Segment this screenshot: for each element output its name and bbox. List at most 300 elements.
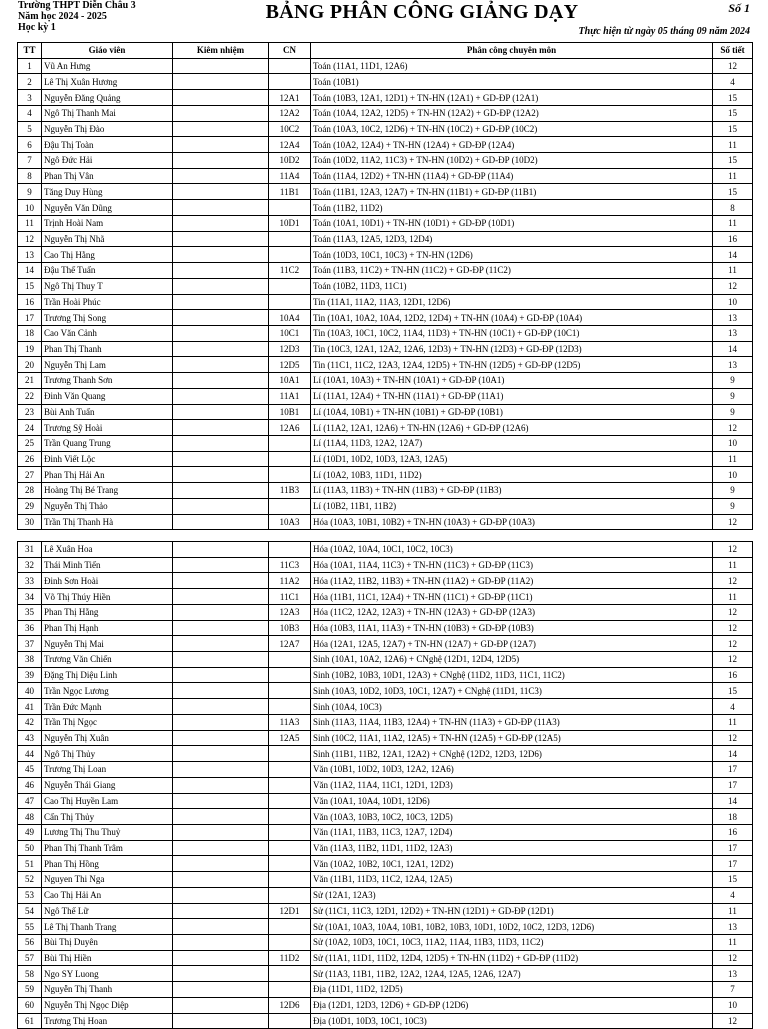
period-count-cell: 12 <box>713 1013 753 1029</box>
concurrent-role-cell <box>173 856 269 872</box>
period-count-cell: 15 <box>713 105 753 121</box>
table-row <box>18 231 753 247</box>
subject-assignment-cell: Toán (10A1, 10D1) + TN-HN (10D1) + GD-ĐP (10D1) <box>311 215 713 231</box>
row-number-cell: 1 <box>18 58 42 74</box>
homeroom-class-cell: 10C2 <box>269 121 311 137</box>
teacher-name-cell: Lê Thị Xuân Hương <box>42 74 173 90</box>
concurrent-role-cell <box>173 247 269 263</box>
teacher-name-cell: Nguyễn Đăng Quảng <box>42 90 173 106</box>
subject-assignment-cell: Sinh (10A4, 10C3) <box>311 699 713 715</box>
subject-assignment-cell: Sinh (10C2, 11A1, 11A2, 12A5) + TN-HN (12A5) + GD-ĐP (12A5) <box>311 730 713 746</box>
homeroom-class-cell <box>269 762 311 778</box>
assignment-table-part-1 <box>17 42 753 530</box>
subject-assignment-cell: Sử (10A1, 10A3, 10A4, 10B1, 10B2, 10B3, 10D1, 10D2, 10C2, 12D3, 12D6) <box>311 919 713 935</box>
subject-assignment-cell: Văn (10B1, 10D2, 10D3, 12A2, 12A6) <box>311 762 713 778</box>
homeroom-class-cell: 11A3 <box>269 714 311 730</box>
column-header-concurrent: Kiêm nhiệm <box>173 43 269 59</box>
homeroom-class-cell <box>269 699 311 715</box>
row-number-cell: 20 <box>18 357 42 373</box>
concurrent-role-cell <box>173 58 269 74</box>
teacher-name-cell: Trương Thị Song <box>42 310 173 326</box>
concurrent-role-cell <box>173 730 269 746</box>
teacher-name-cell: Trương Thanh Sơn <box>42 373 173 389</box>
subject-assignment-cell: Toán (10D3, 10C1, 10C3) + TN-HN (12D6) <box>311 247 713 263</box>
row-number-cell: 16 <box>18 294 42 310</box>
period-count-cell: 9 <box>713 404 753 420</box>
period-count-cell: 17 <box>713 762 753 778</box>
period-count-cell: 12 <box>713 58 753 74</box>
subject-assignment-cell: Lí (11A1, 12A4) + TN-HN (11A1) + GD-ĐP (11A1) <box>311 388 713 404</box>
teacher-name-cell: Trịnh Hoài Nam <box>42 215 173 231</box>
homeroom-class-cell <box>269 919 311 935</box>
homeroom-class-cell <box>269 652 311 668</box>
homeroom-class-cell <box>269 74 311 90</box>
concurrent-role-cell <box>173 74 269 90</box>
homeroom-class-cell: 10B1 <box>269 404 311 420</box>
concurrent-role-cell <box>173 746 269 762</box>
concurrent-role-cell <box>173 667 269 683</box>
concurrent-role-cell <box>173 604 269 620</box>
row-number-cell: 49 <box>18 824 42 840</box>
teacher-name-cell: Nguyễn Văn Dũng <box>42 200 173 216</box>
homeroom-class-cell <box>269 840 311 856</box>
column-header-tt: TT <box>18 43 42 59</box>
document-title: BẢNG PHÂN CÔNG GIẢNG DẠY <box>265 1 579 23</box>
column-header-assignment: Phân công chuyên môn <box>311 43 713 59</box>
homeroom-class-cell <box>269 887 311 903</box>
teacher-name-cell: Trương Thị Loan <box>42 762 173 778</box>
teacher-name-cell: Ngô Đức Hải <box>42 153 173 169</box>
homeroom-class-cell: 11C2 <box>269 263 311 279</box>
subject-assignment-cell: Lí (11A3, 11B3) + TN-HN (11B3) + GD-ĐP (11B3) <box>311 483 713 499</box>
period-count-cell: 4 <box>713 74 753 90</box>
homeroom-class-cell <box>269 934 311 950</box>
row-number-cell: 2 <box>18 74 42 90</box>
row-number-cell: 53 <box>18 887 42 903</box>
teacher-name-cell: Cao Thị Hải An <box>42 887 173 903</box>
row-number-cell: 33 <box>18 573 42 589</box>
homeroom-class-cell: 12A3 <box>269 604 311 620</box>
teacher-name-cell: Phan Thị Hải An <box>42 467 173 483</box>
subject-assignment-cell: Toán (11B3, 11C2) + TN-HN (11C2) + GD-ĐP (11C2) <box>311 263 713 279</box>
table-row <box>18 168 753 184</box>
teacher-name-cell: Trương Sỹ Hoài <box>42 420 173 436</box>
document-number: Số 1 <box>728 1 750 15</box>
teacher-name-cell: Đinh Sơn Hoài <box>42 573 173 589</box>
concurrent-role-cell <box>173 514 269 530</box>
teacher-name-cell: Đinh Văn Quang <box>42 388 173 404</box>
period-count-cell: 11 <box>713 557 753 573</box>
row-number-cell: 6 <box>18 137 42 153</box>
homeroom-class-cell: 11C1 <box>269 589 311 605</box>
table-row <box>18 620 753 636</box>
homeroom-class-cell: 11D2 <box>269 950 311 966</box>
concurrent-role-cell <box>173 762 269 778</box>
subject-assignment-cell: Lí (10B2, 11B1, 11B2) <box>311 498 713 514</box>
period-count-cell: 14 <box>713 341 753 357</box>
subject-assignment-cell: Tin (10C3, 12A1, 12A2, 12A6, 12D3) + TN-HN (12D3) + GD-ĐP (12D3) <box>311 341 713 357</box>
subject-assignment-cell: Tin (10A3, 10C1, 10C2, 11A4, 11D3) + TN-HN (10C1) + GD-ĐP (10C1) <box>311 325 713 341</box>
period-count-cell: 12 <box>713 620 753 636</box>
concurrent-role-cell <box>173 278 269 294</box>
table-row <box>18 856 753 872</box>
teacher-name-cell: Trương Văn Chiến <box>42 652 173 668</box>
period-count-cell: 11 <box>713 215 753 231</box>
table-row <box>18 652 753 668</box>
teacher-name-cell: Trần Quang Trung <box>42 435 173 451</box>
teacher-name-cell: Cao Văn Cảnh <box>42 325 173 341</box>
table-row <box>18 762 753 778</box>
teacher-name-cell: Đậu Thế Tuấn <box>42 263 173 279</box>
subject-assignment-cell: Địa (11D1, 11D2, 12D5) <box>311 982 713 998</box>
concurrent-role-cell <box>173 557 269 573</box>
table-row <box>18 840 753 856</box>
teacher-name-cell: Nguyễn Thái Giang <box>42 777 173 793</box>
concurrent-role-cell <box>173 498 269 514</box>
subject-assignment-cell: Văn (11B1, 11D3, 11C2, 12A4, 12A5) <box>311 872 713 888</box>
concurrent-role-cell <box>173 809 269 825</box>
row-number-cell: 31 <box>18 542 42 558</box>
column-header-homeroom: CN <box>269 43 311 59</box>
subject-assignment-cell: Hóa (11B1, 11C1, 12A4) + TN-HN (11C1) + GD-ĐP (11C1) <box>311 589 713 605</box>
row-number-cell: 5 <box>18 121 42 137</box>
row-number-cell: 9 <box>18 184 42 200</box>
table-row <box>18 557 753 573</box>
homeroom-class-cell <box>269 294 311 310</box>
period-count-cell: 11 <box>713 934 753 950</box>
table-row <box>18 777 753 793</box>
table-row <box>18 215 753 231</box>
concurrent-role-cell <box>173 636 269 652</box>
row-number-cell: 35 <box>18 604 42 620</box>
concurrent-role-cell <box>173 840 269 856</box>
row-number-cell: 45 <box>18 762 42 778</box>
table-row <box>18 388 753 404</box>
subject-assignment-cell: Toán (10A3, 10C2, 12D6) + TN-HN (10C2) + GD-ĐP (10C2) <box>311 121 713 137</box>
teacher-name-cell: Đinh Viết Lộc <box>42 451 173 467</box>
table-row <box>18 341 753 357</box>
teacher-name-cell: Nguyễn Thị Lam <box>42 357 173 373</box>
row-number-cell: 11 <box>18 215 42 231</box>
homeroom-class-cell: 11A1 <box>269 388 311 404</box>
teacher-name-cell: Trần Thị Thanh Hà <box>42 514 173 530</box>
concurrent-role-cell <box>173 137 269 153</box>
subject-assignment-cell: Tin (11C1, 11C2, 12A3, 12A4, 12D5) + TN-HN (12D5) + GD-ĐP (12D5) <box>311 357 713 373</box>
teacher-name-cell: Phan Thị Hạnh <box>42 620 173 636</box>
homeroom-class-cell <box>269 498 311 514</box>
period-count-cell: 10 <box>713 294 753 310</box>
homeroom-class-cell <box>269 856 311 872</box>
period-count-cell: 12 <box>713 420 753 436</box>
concurrent-role-cell <box>173 184 269 200</box>
period-count-cell: 9 <box>713 388 753 404</box>
concurrent-role-cell <box>173 215 269 231</box>
row-number-cell: 10 <box>18 200 42 216</box>
table-row <box>18 982 753 998</box>
table-row <box>18 90 753 106</box>
homeroom-class-cell <box>269 777 311 793</box>
homeroom-class-cell: 10A4 <box>269 310 311 326</box>
concurrent-role-cell <box>173 714 269 730</box>
row-number-cell: 28 <box>18 483 42 499</box>
subject-assignment-cell: Sử (11A1, 11D1, 11D2, 12D4, 12D5) + TN-HN (11D2) + GD-ĐP (11D2) <box>311 950 713 966</box>
period-count-cell: 13 <box>713 310 753 326</box>
row-number-cell: 22 <box>18 388 42 404</box>
row-number-cell: 21 <box>18 373 42 389</box>
teacher-name-cell: Cao Thị Hằng <box>42 247 173 263</box>
concurrent-role-cell <box>173 683 269 699</box>
column-header-periods: Số tiết <box>713 43 753 59</box>
concurrent-role-cell <box>173 153 269 169</box>
table-row <box>18 997 753 1013</box>
row-number-cell: 51 <box>18 856 42 872</box>
concurrent-role-cell <box>173 357 269 373</box>
teacher-name-cell: Ngô Thị Thuy T <box>42 278 173 294</box>
teacher-name-cell: Lê Xuân Hoa <box>42 542 173 558</box>
homeroom-class-cell <box>269 793 311 809</box>
period-count-cell: 11 <box>713 137 753 153</box>
period-count-cell: 17 <box>713 777 753 793</box>
concurrent-role-cell <box>173 982 269 998</box>
period-count-cell: 13 <box>713 919 753 935</box>
subject-assignment-cell: Toán (11A3, 12A5, 12D3, 12D4) <box>311 231 713 247</box>
row-number-cell: 48 <box>18 809 42 825</box>
homeroom-class-cell <box>269 467 311 483</box>
concurrent-role-cell <box>173 1013 269 1029</box>
concurrent-role-cell <box>173 793 269 809</box>
subject-assignment-cell: Hóa (10A1, 11A4, 11C3) + TN-HN (11C3) + GD-ĐP (11C3) <box>311 557 713 573</box>
row-number-cell: 8 <box>18 168 42 184</box>
row-number-cell: 3 <box>18 90 42 106</box>
period-count-cell: 11 <box>713 451 753 467</box>
period-count-cell: 12 <box>713 514 753 530</box>
concurrent-role-cell <box>173 420 269 436</box>
subject-assignment-cell: Sử (12A1, 12A3) <box>311 887 713 903</box>
period-count-cell: 4 <box>713 699 753 715</box>
concurrent-role-cell <box>173 263 269 279</box>
concurrent-role-cell <box>173 121 269 137</box>
period-count-cell: 16 <box>713 824 753 840</box>
teacher-name-cell: Trần Thị Ngọc <box>42 714 173 730</box>
concurrent-role-cell <box>173 589 269 605</box>
period-count-cell: 15 <box>713 90 753 106</box>
school-year: Năm học 2024 - 2025 <box>18 11 107 22</box>
concurrent-role-cell <box>173 872 269 888</box>
subject-assignment-cell: Văn (10A1, 10A4, 10D1, 12D6) <box>311 793 713 809</box>
homeroom-class-cell: 12A7 <box>269 636 311 652</box>
table-row <box>18 325 753 341</box>
concurrent-role-cell <box>173 542 269 558</box>
row-number-cell: 41 <box>18 699 42 715</box>
table-row <box>18 573 753 589</box>
table-row <box>18 137 753 153</box>
period-count-cell: 15 <box>713 683 753 699</box>
homeroom-class-cell: 12A1 <box>269 90 311 106</box>
table-row <box>18 604 753 620</box>
row-number-cell: 39 <box>18 667 42 683</box>
period-count-cell: 14 <box>713 247 753 263</box>
homeroom-class-cell: 11C3 <box>269 557 311 573</box>
concurrent-role-cell <box>173 373 269 389</box>
concurrent-role-cell <box>173 699 269 715</box>
homeroom-class-cell: 11B3 <box>269 483 311 499</box>
table-row <box>18 404 753 420</box>
teacher-name-cell: Phan Thị Hồng <box>42 856 173 872</box>
row-number-cell: 55 <box>18 919 42 935</box>
period-count-cell: 12 <box>713 573 753 589</box>
homeroom-class-cell: 12D1 <box>269 903 311 919</box>
table-row <box>18 153 753 169</box>
row-number-cell: 58 <box>18 966 42 982</box>
school-name: Trường THPT Diễn Châu 3 <box>18 0 136 11</box>
row-number-cell: 57 <box>18 950 42 966</box>
subject-assignment-cell: Lí (10A4, 10B1) + TN-HN (10B1) + GD-ĐP (10B1) <box>311 404 713 420</box>
row-number-cell: 4 <box>18 105 42 121</box>
teacher-name-cell: Phan Thị Thanh Trâm <box>42 840 173 856</box>
table-row <box>18 730 753 746</box>
table-row <box>18 467 753 483</box>
teacher-name-cell: Bùi Thị Hiền <box>42 950 173 966</box>
concurrent-role-cell <box>173 950 269 966</box>
table-row <box>18 966 753 982</box>
period-count-cell: 15 <box>713 121 753 137</box>
table-row <box>18 184 753 200</box>
row-number-cell: 13 <box>18 247 42 263</box>
row-number-cell: 38 <box>18 652 42 668</box>
teacher-name-cell: Võ Thị Thúy Hiền <box>42 589 173 605</box>
column-header-teacher: Giáo viên <box>42 43 173 59</box>
table-row <box>18 699 753 715</box>
concurrent-role-cell <box>173 388 269 404</box>
concurrent-role-cell <box>173 451 269 467</box>
teacher-name-cell: Trần Hoài Phúc <box>42 294 173 310</box>
homeroom-class-cell: 11A4 <box>269 168 311 184</box>
table-row <box>18 121 753 137</box>
table-row <box>18 824 753 840</box>
subject-assignment-cell: Lí (10A2, 10B3, 11D1, 11D2) <box>311 467 713 483</box>
subject-assignment-cell: Toán (11B2, 11D2) <box>311 200 713 216</box>
teacher-name-cell: Cấn Thị Thủy <box>42 809 173 825</box>
table-row <box>18 872 753 888</box>
homeroom-class-cell: 10A3 <box>269 514 311 530</box>
teacher-name-cell: Ngo SY Luong <box>42 966 173 982</box>
teacher-name-cell: Đặng Thị Diệu Linh <box>42 667 173 683</box>
period-count-cell: 18 <box>713 809 753 825</box>
period-count-cell: 14 <box>713 793 753 809</box>
concurrent-role-cell <box>173 620 269 636</box>
concurrent-role-cell <box>173 90 269 106</box>
teacher-name-cell: Nguyễn Thị Xuân <box>42 730 173 746</box>
homeroom-class-cell: 12A5 <box>269 730 311 746</box>
row-number-cell: 59 <box>18 982 42 998</box>
subject-assignment-cell: Sinh (11B1, 11B2, 12A1, 12A2) + CNghệ (12D2, 12D3, 12D6) <box>311 746 713 762</box>
concurrent-role-cell <box>173 903 269 919</box>
table-row <box>18 919 753 935</box>
homeroom-class-cell <box>269 278 311 294</box>
teacher-name-cell: Trần Ngọc Lương <box>42 683 173 699</box>
concurrent-role-cell <box>173 934 269 950</box>
row-number-cell: 23 <box>18 404 42 420</box>
row-number-cell: 56 <box>18 934 42 950</box>
concurrent-role-cell <box>173 341 269 357</box>
concurrent-role-cell <box>173 483 269 499</box>
row-number-cell: 50 <box>18 840 42 856</box>
document-header <box>0 0 768 42</box>
row-number-cell: 37 <box>18 636 42 652</box>
row-number-cell: 42 <box>18 714 42 730</box>
table-row <box>18 683 753 699</box>
period-count-cell: 12 <box>713 604 753 620</box>
table-row <box>18 514 753 530</box>
subject-assignment-cell: Sinh (10A3, 10D2, 10D3, 10C1, 12A7) + CNghệ (11D1, 11C3) <box>311 683 713 699</box>
teacher-name-cell: Nguyễn Thị Nhã <box>42 231 173 247</box>
teacher-name-cell: Bùi Thị Duyên <box>42 934 173 950</box>
homeroom-class-cell: 10C1 <box>269 325 311 341</box>
table-row <box>18 435 753 451</box>
subject-assignment-cell: Toán (10B1) <box>311 74 713 90</box>
period-count-cell: 9 <box>713 373 753 389</box>
period-count-cell: 14 <box>713 746 753 762</box>
homeroom-class-cell <box>269 809 311 825</box>
teacher-name-cell: Lê Thị Thanh Trang <box>42 919 173 935</box>
homeroom-class-cell: 10D1 <box>269 215 311 231</box>
table-body-part-2 <box>18 542 753 1029</box>
table-row <box>18 714 753 730</box>
table-row <box>18 903 753 919</box>
period-count-cell: 13 <box>713 357 753 373</box>
row-number-cell: 47 <box>18 793 42 809</box>
table-row <box>18 542 753 558</box>
teacher-name-cell: Tăng Duy Hùng <box>42 184 173 200</box>
subject-assignment-cell: Hóa (11A2, 11B2, 11B3) + TN-HN (11A2) + GD-ĐP (11A2) <box>311 573 713 589</box>
effective-date: Thực hiện từ ngày 05 tháng 09 năm 2024 <box>578 26 750 37</box>
concurrent-role-cell <box>173 200 269 216</box>
homeroom-class-cell <box>269 667 311 683</box>
assignment-table-part-2 <box>17 541 753 1029</box>
teacher-name-cell: Phan Thị Hằng <box>42 604 173 620</box>
period-count-cell: 11 <box>713 714 753 730</box>
teacher-name-cell: Nguyễn Thị Ngọc Diệp <box>42 997 173 1013</box>
period-count-cell: 12 <box>713 278 753 294</box>
concurrent-role-cell <box>173 435 269 451</box>
period-count-cell: 13 <box>713 325 753 341</box>
teacher-name-cell: Nguyễn Thị Thảo <box>42 498 173 514</box>
teacher-name-cell: Phan Thị Vân <box>42 168 173 184</box>
table-row <box>18 263 753 279</box>
table-row <box>18 420 753 436</box>
subject-assignment-cell: Sinh (10B2, 10B3, 10D1, 12A3) + CNghệ (11D2, 11D3, 11C1, 11C2) <box>311 667 713 683</box>
homeroom-class-cell <box>269 982 311 998</box>
table-row <box>18 247 753 263</box>
homeroom-class-cell <box>269 58 311 74</box>
row-number-cell: 36 <box>18 620 42 636</box>
homeroom-class-cell: 12D5 <box>269 357 311 373</box>
concurrent-role-cell <box>173 919 269 935</box>
subject-assignment-cell: Lí (10A1, 10A3) + TN-HN (10A1) + GD-ĐP (10A1) <box>311 373 713 389</box>
subject-assignment-cell: Văn (11A1, 11B3, 11C3, 12A7, 12D4) <box>311 824 713 840</box>
table-row <box>18 793 753 809</box>
subject-assignment-cell: Toán (11A1, 11D1, 12A6) <box>311 58 713 74</box>
subject-assignment-cell: Sử (11A3, 11B1, 11B2, 12A2, 12A4, 12A5, 12A6, 12A7) <box>311 966 713 982</box>
period-count-cell: 12 <box>713 652 753 668</box>
table-row <box>18 950 753 966</box>
table-row <box>18 809 753 825</box>
row-number-cell: 19 <box>18 341 42 357</box>
subject-assignment-cell: Văn (10A3, 10B3, 10C2, 10C3, 12D5) <box>311 809 713 825</box>
subject-assignment-cell: Địa (12D1, 12D3, 12D6) + GD-ĐP (12D6) <box>311 997 713 1013</box>
homeroom-class-cell <box>269 247 311 263</box>
homeroom-class-cell <box>269 1013 311 1029</box>
